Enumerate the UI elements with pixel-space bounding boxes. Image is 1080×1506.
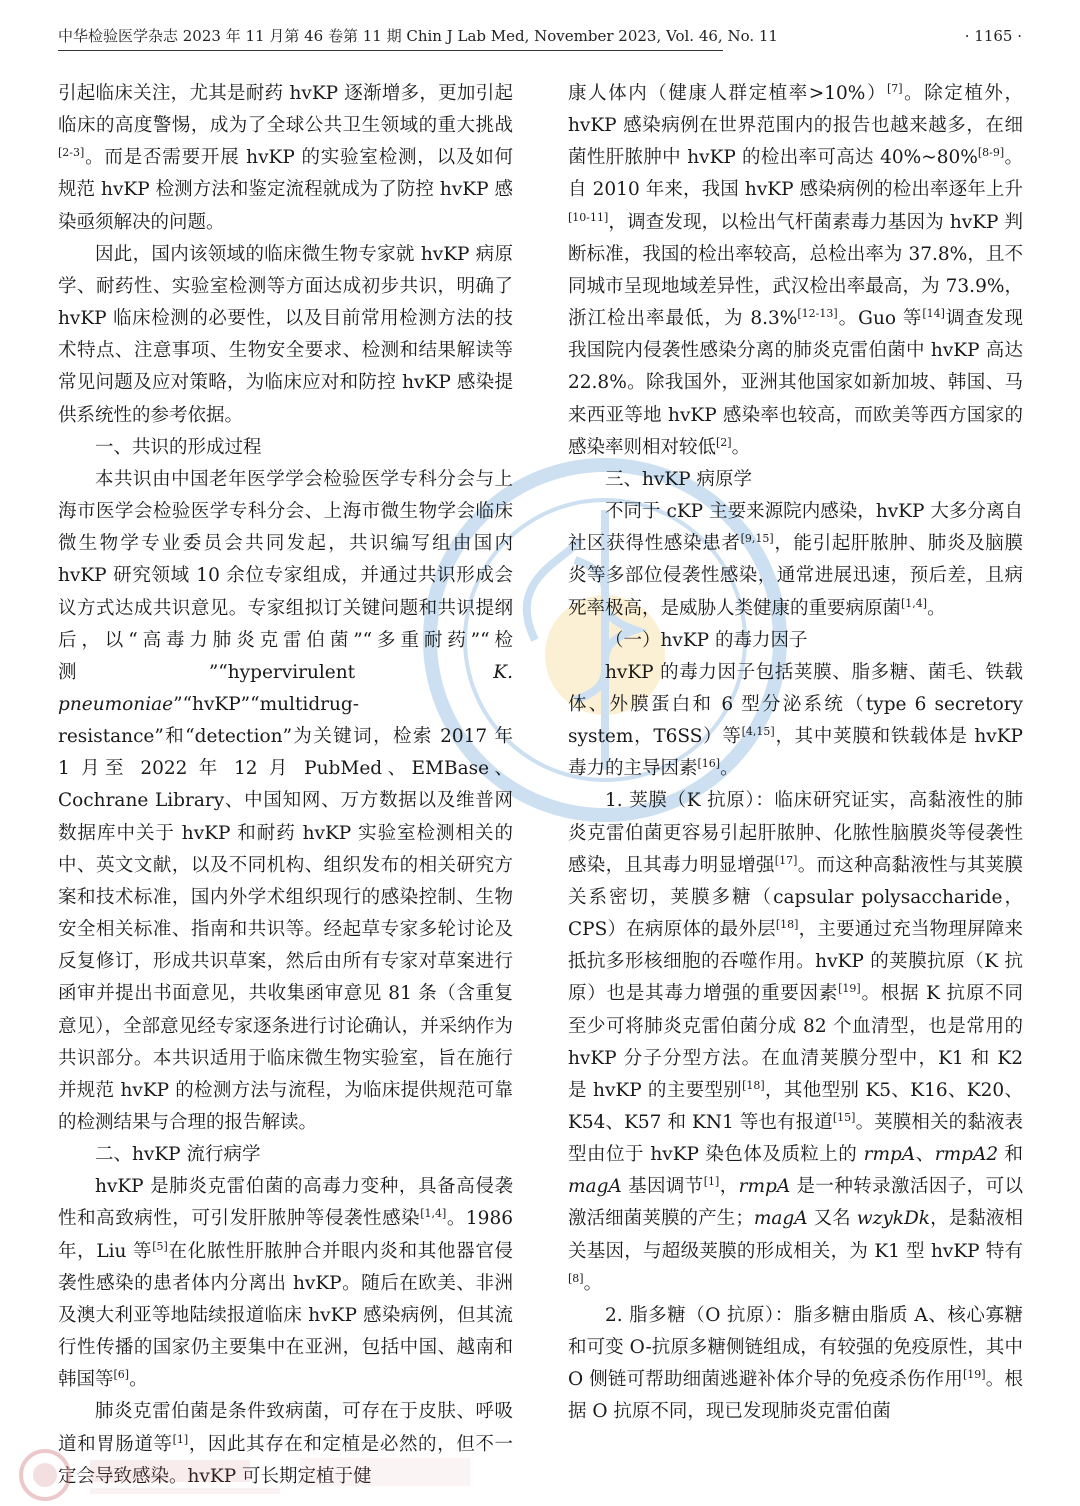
left-text-column [58,78,513,1493]
paragraph: hvKP 的毒力因子包括荚膜、脂多糖、菌毛、铁载体、外膜蛋白和 6 型分泌系统（type 6 secretory system，T6SS）等[4,15]，其中荚膜和铁载体是 hvKP 毒力的主导因素[16]。 [568,661,1023,780]
section-heading: （一）hvKP 的毒力因子 [605,629,808,651]
right-text-column [568,78,1023,1429]
section-heading: 二、hvKP 流行病学 [95,1144,261,1166]
publisher-logo [0,1440,520,1506]
page-number: · 1165 · [964,27,1022,45]
paragraph: 不同于 cKP 主要来源院内感染，hvKP 大多分离自社区获得性感染患者[9,15]，能引起肝脓肿、肺炎及脑膜炎等多部位侵袭性感染，通常进展迅速，预后差，且病死率极高，是威胁人类健康的重要病原菌[1,4]。 [568,501,1023,619]
paragraph: 本共识由中国老年医学学会检验医学专科分会与上海市医学会检验医学专科分会、上海市微生物学会临床微生物学专业委员会共同发起，共识编写组由国内 hvKP 研究领域 10 余位专家组成，并通过共识形成会议方式达成共识意见。专家组拟订关键问题和共识提纲后，以“高毒力肺炎克雷伯菌”“多重耐药”“检测”“hypervirulent K. pneumoniae”“hvKP”“multidrug-resistance”和“detection”为关键词，检索 2017 年 1 月至 2022 年 12 月 PubMed、EMBase、Cochrane Library、中国知网、万方数据以及维普网数据库中关于 hvKP 和耐药 hvKP 实验室检测相关的中、英文文献，以及不同机构、组织发布的相关研究方案和技术标准，国内外学术组织现行的感染控制、生物安全相关标准、指南和共识等。经起草专家多轮讨论及反复修订，形成共识草案，然后由所有专家对草案进行函审并提出书面意见，共收集函审意见 81 条（含重复意见），全部意见经专家逐条进行讨论确认，并采纳作为共识部分。本共识适用于临床微生物实验室，旨在施行并规范 hvKP 的检测方法与流程，为临床提供规范可靠的检测结果与合理的报告解读。 [58,468,513,1133]
paragraph: 肺炎克雷伯菌是条件致病菌，可存在于皮肤、呼吸道和胃肠道等[1]，因此其存在和定植是必然的，但不一定会导致感染。hvKP 可长期定植于健 [58,1401,513,1487]
paragraph: 1. 荚膜（K 抗原）：临床研究证实，高黏液性的肺炎克雷伯菌更容易引起肝脓肿、化脓性脑膜炎等侵袭性感染，且其毒力明显增强[17]。而这种高黏液性与其荚膜关系密切，荚膜多糖（capsular polysaccharide，CPS）在病原体的最外层[18]，主要通过充当物理屏障来抵抗多形核细胞的吞噬作用。hvKP 的荚膜抗原（K 抗原）也是其毒力增强的重要因素[19]。根据 K 抗原不同至少可将肺炎克雷伯菌分成 82 个血清型，也是常用的 hvKP 分子分型方法。在血清荚膜分型中，K1 和 K2 是 hvKP 的主要型别[18]，其他型别 K5、K16、K20、K54、K57 和 KN1 等也有报道[15]。荚膜相关的黏液表型由位于 hvKP 染色体及质粒上的 rmpA、rmpA2 和 magA 基因调节[1]，rmpA 是一种转录激活因子，可以激活细菌荚膜的产生；magA 又名 wzykDk，是黏液相关基因，与超级荚膜的形成相关，为 K1 型 hvKP 特有[8]。 [568,790,1023,1294]
paragraph: hvKP 是肺炎克雷伯菌的高毒力变种，具备高侵袭性和高致病性，可引发肝脓肿等侵袭性感染[1,4]。1986 年，Liu 等[5]在化脓性肝脓肿合并眼内炎和其他器官侵袭性感染的患者体内分离出 hvKP。随后在欧美、非洲及澳大利亚等地陆续报道临床 hvKP 感染病例，但其流行性传播的国家仍主要集中在亚洲，包括中国、越南和韩国等[6]。 [58,1176,513,1391]
section-heading: 三、hvKP 病原学 [605,468,753,490]
paragraph: 因此，国内该领域的临床微生物专家就 hvKP 病原学、耐药性、实验室检测等方面达成初步共识，明确了 hvKP 临床检测的必要性，以及目前常用检测方法的技术特点、注意事项、生物安全要求、检测和结果解读等常见问题及应对策略，为临床应对和防控 hvKP 感染提供系统性的参考依据。 [58,243,513,426]
header-rule [58,50,723,51]
paragraph: 康人体内（健康人群定植率>10%）[7]。除定植外，hvKP 感染病例在世界范围内的报告也越来越多，在细菌性肝脓肿中 hvKP 的检出率可高达 40%~80%[8-9]。自 2010 年来，我国 hvKP 感染病例的检出率逐年上升[10-11]，调查发现，以检出气杆菌素毒力基因为 hvKP 判断标准，我国的检出率较高，总检出率为 37.8%，且不同城市呈现地域差异性，武汉检出率最高，为 73.9%，浙江检出率最低，为 8.3%[12-13]。Guo 等[14]调查发现我国院内侵袭性感染分离的肺炎克雷伯菌中 hvKP 高达 22.8%。除我国外，亚洲其他国家如新加坡、韩国、马来西亚等地 hvKP 感染率也较高，而欧美等西方国家的感染率则相对较低[2]。 [568,81,1023,458]
section-heading: 一、共识的形成过程 [95,436,262,458]
paragraph: 2. 脂多糖（O 抗原）：脂多糖由脂质 A、核心寡糖和可变 O-抗原多糖侧链组成，有较强的免疫原性，其中 O 侧链可帮助细菌逃避补体介导的免疫杀伤作用[19]。根据 O 抗原不同，现已发现肺炎克雷伯菌 [568,1304,1023,1423]
paragraph: 引起临床关注，尤其是耐药 hvKP 逐渐增多，更加引起临床的高度警惕，成为了全球公共卫生领域的重大挑战[2-3]。而是否需要开展 hvKP 的实验室检测，以及如何规范 hvKP 检测方法和鉴定流程就成为了防控 hvKP 感染亟须解决的问题。 [58,83,513,233]
journal-citation: 中华检验医学杂志 2023 年 11 月第 46 卷第 11 期 Chin J Lab Med, November 2023, Vol. 46, No. 11 [58,27,778,45]
running-header [58,22,1022,50]
